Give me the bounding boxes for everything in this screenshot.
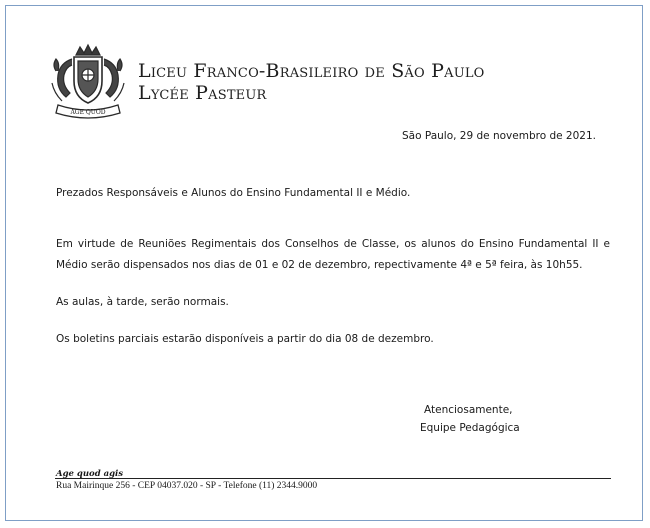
footer-motto: Age quod agis (56, 469, 124, 479)
footer-address: Rua Mairinque 256 - CEP 04037.020 - SP - Telefone (11) 2344.9000 (56, 481, 318, 491)
school-name-heading (138, 60, 485, 104)
letter-date: São Paulo, 29 de novembro de 2021. (401, 130, 596, 142)
letter-paragraph-1: Em virtude de Reuniões Regimentais dos Conselhos de Classe, os alunos do Ensino Fundamental II e Médio serão dispensados nos dias de 01 e 02 de dezembro, repectivamente 4ª e 5ª feira, às 10h55. (56, 238, 610, 271)
letter-greeting: Prezados Responsáveis e Alunos do Ensino Fundamental II e Médio. (56, 187, 411, 199)
letter-signature: Equipe Pedagógica (420, 422, 520, 434)
letter-paragraph-3: Os boletins parciais estarão disponíveis a partir do dia 08 de dezembro. (56, 333, 434, 345)
letter-paragraph-2: As aulas, à tarde, serão normais. (56, 296, 229, 308)
letter-closing: Atenciosamente, (424, 404, 513, 416)
school-name-line1: Liceu Franco-Brasileiro de São Paulo (138, 60, 485, 82)
school-name-line2: Lycée Pasteur (138, 82, 267, 104)
crest-banner-text: AGE QUOD (70, 109, 106, 116)
footer-divider (55, 478, 611, 479)
school-crest-icon (46, 41, 130, 121)
letter-frame (5, 5, 643, 521)
